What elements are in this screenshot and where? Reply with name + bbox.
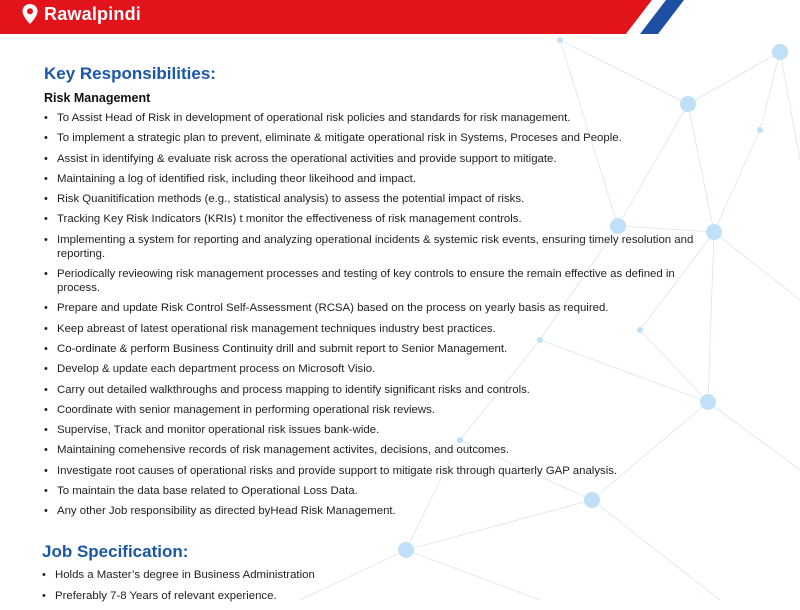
- list-item: • Co-ordinate & perform Business Continuity drill and submit report to Senior Management.: [44, 342, 704, 356]
- responsibilities-list: [44, 111, 704, 525]
- list-item: • Tracking Key Risk Indicators (KRIs) t monitor the effectiveness of risk management controls.: [44, 212, 704, 226]
- list-item: • Carry out detailed walkthroughs and process mapping to identify significant risks and controls.: [44, 383, 704, 397]
- list-item: • Holds a Master’s degree in Business Administration: [42, 568, 702, 582]
- list-item: • Prepare and update Risk Control Self-Assessment (RCSA) based on the process on yearly basis as required.: [44, 301, 704, 315]
- list-item: • Keep abreast of latest operational risk management techniques industry best practices.: [44, 322, 704, 336]
- list-item: • Develop & update each department process on Microsoft Visio.: [44, 362, 704, 376]
- list-item: • To implement a strategic plan to prevent, eliminate & mitigate operational risk in Systems, Proceses and People.: [44, 131, 704, 145]
- list-item: • Investigate root causes of operational risks and provide support to mitigate risk through quarterly GAP analysis.: [44, 464, 704, 478]
- list-item: • Assist in identifying & evaluate risk across the operational activities and provide support to mitigate.: [44, 152, 704, 166]
- key-responsibilities-heading: Key Responsibilities:: [44, 64, 216, 83]
- list-item: • Preferably 7-8 Years of relevant experience.: [42, 589, 702, 603]
- list-item: • Maintaining a log of identified risk, including theor likeihood and impact.: [44, 172, 704, 186]
- list-item: • Any other Job responsibility as directed byHead Risk Management.: [44, 504, 704, 518]
- list-item: • Risk Quanitification methods (e.g., statistical analysis) to assess the potential impact of risks.: [44, 192, 704, 206]
- list-item: • Maintaining comehensive records of risk management activites, decisions, and outcomes.: [44, 443, 704, 457]
- list-item: • Coordinate with senior management in performing operational risk reviews.: [44, 403, 704, 417]
- list-item: • Supervise, Track and monitor operational risk issues bank-wide.: [44, 423, 704, 437]
- specification-list: [42, 568, 702, 610]
- list-item: • Implementing a system for reporting and analyzing operational incidents & systemic risk events, ensuring timely resolution and reporting.: [44, 233, 704, 261]
- list-item: • To Assist Head of Risk in development of operational risk policies and standards for risk management.: [44, 111, 704, 125]
- city-name: Rawalpindi: [44, 3, 142, 24]
- list-item: • Periodically revieowing risk management processes and testing of key controls to ensure the remain effective as defined in process.: [44, 267, 704, 295]
- job-specification-heading: Job Specification:: [42, 542, 189, 561]
- risk-management-subheading: Risk Management: [44, 91, 151, 105]
- list-item: • To maintain the data base related to Operational Loss Data.: [44, 484, 704, 498]
